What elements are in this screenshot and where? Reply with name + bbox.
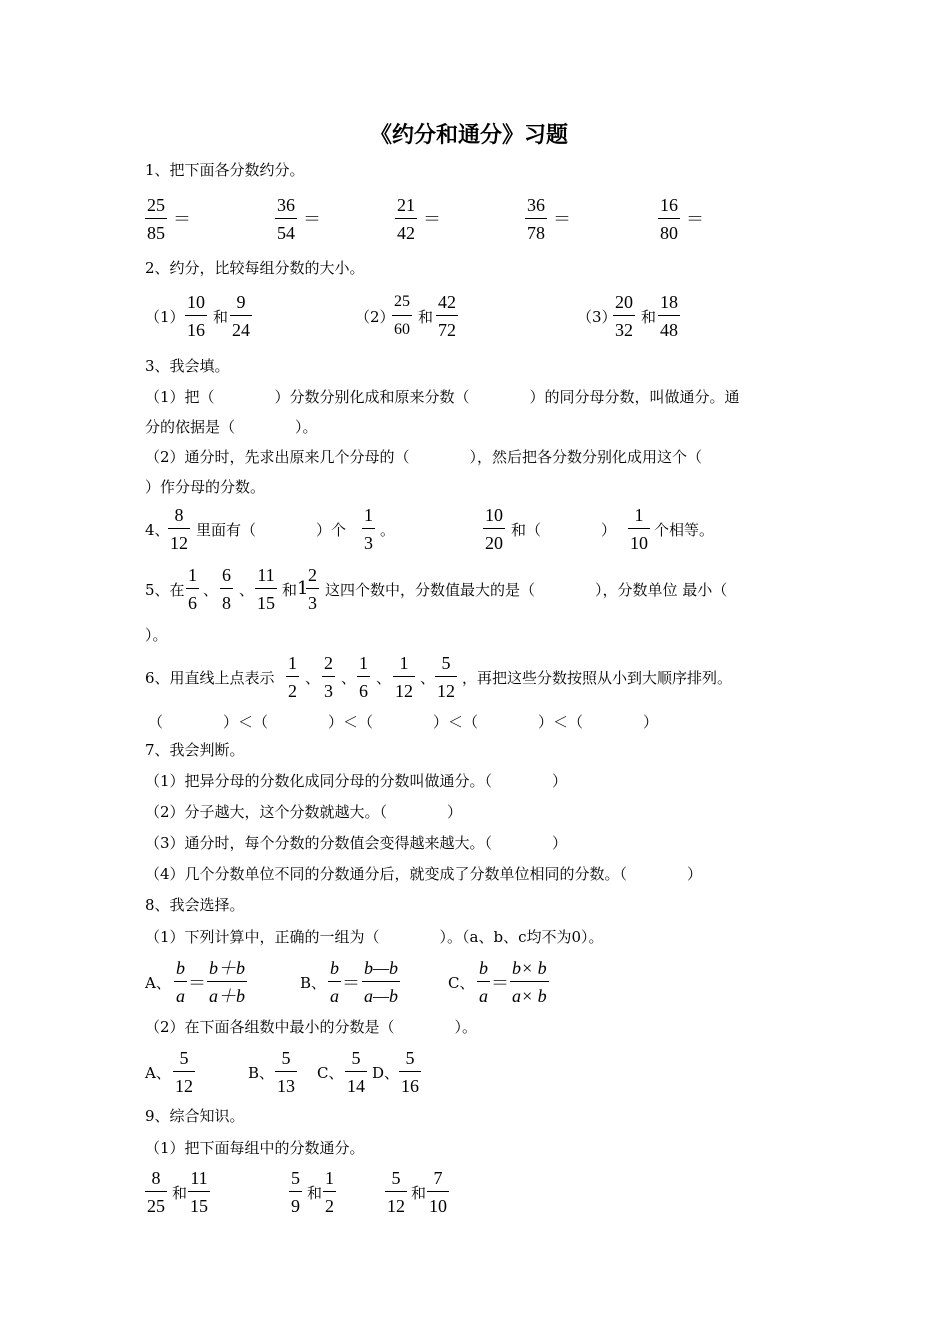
q8-heading: 8、我会选择。 bbox=[145, 896, 245, 914]
q9-heading: 9、综合知识。 bbox=[145, 1107, 245, 1125]
q4-prefix: 4、 bbox=[145, 521, 170, 539]
q2-fraction-a: 20 32 bbox=[615, 292, 633, 340]
separator: 、 bbox=[239, 581, 255, 599]
q4-text-2: 。 bbox=[380, 521, 396, 539]
q2-group-label: （2） bbox=[355, 308, 395, 326]
q4-text-4: 个相等。 bbox=[654, 521, 715, 539]
q6-fraction-4: 1 12 bbox=[395, 653, 413, 701]
equals-sign: ＝ bbox=[188, 973, 206, 993]
option-label: B、 bbox=[248, 1064, 275, 1082]
q8-option2-a: 5 12 bbox=[175, 1048, 193, 1096]
q2-group-label: （1） bbox=[145, 308, 185, 326]
q9-fraction-a: 5 9 bbox=[291, 1168, 300, 1216]
q6-prefix: 6、用直线上点表示 bbox=[145, 669, 275, 687]
and-text: 和 bbox=[172, 1184, 188, 1202]
q7-item-4: （4）几个分数单位不同的分数通分后，就变成了分数单位相同的分数。（ ） bbox=[145, 865, 703, 883]
q4-fraction-2: 1 3 bbox=[364, 505, 373, 553]
q9-fraction-b: 11 15 bbox=[190, 1168, 208, 1216]
q2-fraction-a: 10 16 bbox=[187, 292, 205, 340]
q8-sub-1: （1）下列计算中，正确的一组为（ ）。（a、b、c均不为0）。 bbox=[145, 928, 604, 946]
separator: 、 bbox=[203, 581, 219, 599]
q2-fraction-b: 42 72 bbox=[438, 292, 456, 340]
q9-fraction-b: 7 10 bbox=[429, 1168, 447, 1216]
page-title: 《约分和通分》习题 bbox=[370, 122, 569, 148]
option-label: B、 bbox=[300, 974, 327, 992]
q9-sub-1: （1）把下面每组中的分数通分。 bbox=[145, 1139, 365, 1157]
q5-fraction-4: 2 3 bbox=[308, 565, 317, 613]
equals-sign: ＝ bbox=[423, 209, 441, 229]
q7-item-1: （1）把异分母的分数化成同分母的分数叫做通分。（ ） bbox=[145, 772, 568, 790]
q2-group-label: （3） bbox=[577, 308, 617, 326]
q8-option2-d: 5 16 bbox=[401, 1048, 419, 1096]
q1-fraction-1: 25 85 bbox=[147, 195, 165, 243]
and-text: 和 bbox=[213, 308, 229, 326]
q6-order-line: （ ）＜（ ）＜（ ）＜（ ）＜（ ） bbox=[148, 713, 659, 731]
and-text: 和 bbox=[418, 308, 434, 326]
q5-prefix: 5、在 bbox=[145, 581, 185, 599]
q6-fraction-3: 1 6 bbox=[359, 653, 368, 701]
option-label: C、 bbox=[317, 1064, 344, 1082]
q5-fraction-3: 11 15 bbox=[257, 565, 275, 613]
q5-line-2: ）。 bbox=[145, 626, 168, 644]
q1-fraction-5: 16 80 bbox=[660, 195, 678, 243]
equals-sign: ＝ bbox=[553, 209, 571, 229]
q8-option-a-left: b a bbox=[176, 958, 185, 1006]
q5-fraction-1: 1 6 bbox=[188, 565, 197, 613]
q1-fraction-4: 36 78 bbox=[527, 195, 545, 243]
equals-sign: ＝ bbox=[491, 973, 509, 993]
q3-line-2: 分的依据是（ ）。 bbox=[145, 418, 318, 436]
q4-fraction-1: 8 12 bbox=[170, 505, 188, 553]
and-text: 和 bbox=[307, 1184, 323, 1202]
q7-heading: 7、我会判断。 bbox=[145, 741, 245, 759]
q8-option-a-right: b＋b a＋b bbox=[209, 958, 245, 1006]
q5-fraction-2: 6 8 bbox=[222, 565, 231, 613]
separator: 、 bbox=[376, 669, 392, 687]
q8-option2-c: 5 14 bbox=[347, 1048, 365, 1096]
q2-heading: 2、约分，比较每组分数的大小。 bbox=[145, 259, 365, 277]
q4-fraction-4: 1 10 bbox=[630, 505, 648, 553]
q7-item-3: （3）通分时，每个分数的分数值会变得越来越大。（ ） bbox=[145, 834, 568, 852]
q7-item-2: （2）分子越大，这个分数就越大。（ ） bbox=[145, 803, 463, 821]
option-label: A、 bbox=[145, 974, 171, 992]
q4-fraction-3: 10 20 bbox=[485, 505, 503, 553]
and-text: 和 bbox=[411, 1184, 427, 1202]
q4-text-3: 和（ ） bbox=[511, 521, 617, 539]
q1-heading: 1、把下面各分数约分。 bbox=[145, 161, 305, 179]
separator: 、 bbox=[305, 669, 321, 687]
q3-line-1: （1）把（ ）分数分别化成和原来分数（ ）的同分母分数，叫做通分。通 bbox=[145, 388, 740, 406]
q2-fraction-b: 18 48 bbox=[660, 292, 678, 340]
option-label: D、 bbox=[372, 1064, 400, 1082]
equals-sign: ＝ bbox=[342, 973, 360, 993]
and-text: 和 bbox=[641, 308, 657, 326]
and-text: 和 bbox=[282, 581, 298, 599]
equals-sign: ＝ bbox=[303, 209, 321, 229]
separator: 、 bbox=[420, 669, 436, 687]
equals-sign: ＝ bbox=[173, 209, 191, 229]
q8-option-b-right: b—b a—b bbox=[364, 958, 399, 1006]
q9-fraction-a: 5 12 bbox=[387, 1168, 405, 1216]
q9-fraction-a: 8 25 bbox=[147, 1168, 165, 1216]
q1-fraction-3: 21 42 bbox=[397, 195, 415, 243]
option-label: A、 bbox=[145, 1064, 171, 1082]
q5-text: 这四个数中，分数值最大的是（ ），分数单位 最小（ bbox=[325, 581, 728, 599]
mixed-whole: 1 bbox=[297, 578, 309, 599]
q3-line-3: （2）通分时，先求出原来几个分母的（ ），然后把各分数分别化成用这个（ bbox=[145, 448, 703, 466]
q6-fraction-1: 1 2 bbox=[288, 653, 297, 701]
equals-sign: ＝ bbox=[686, 209, 704, 229]
q1-fraction-2: 36 54 bbox=[277, 195, 295, 243]
option-label: C、 bbox=[448, 974, 475, 992]
q6-fraction-5: 5 12 bbox=[437, 653, 455, 701]
q8-option-b-left: b a bbox=[330, 958, 339, 1006]
q8-option2-b: 5 13 bbox=[277, 1048, 295, 1096]
q8-option-c-right: b× b a× b bbox=[512, 958, 547, 1006]
q6-fraction-2: 2 3 bbox=[324, 653, 333, 701]
q3-line-4: ）作分母的分数。 bbox=[145, 478, 266, 496]
q2-fraction-b: 9 24 bbox=[232, 292, 250, 340]
q3-heading: 3、我会填。 bbox=[145, 357, 230, 375]
q2-fraction-a: 25 60 bbox=[394, 293, 410, 338]
q8-sub-2: （2）在下面各组数中最小的分数是（ ）。 bbox=[145, 1018, 478, 1036]
q6-text: ，再把这些分数按照从小到大顺序排列。 bbox=[462, 669, 733, 687]
q9-fraction-b: 1 2 bbox=[325, 1168, 334, 1216]
q4-text-1: 里面有（ ）个 bbox=[196, 521, 347, 539]
separator: 、 bbox=[341, 669, 357, 687]
q8-option-c-left: b a bbox=[479, 958, 488, 1006]
